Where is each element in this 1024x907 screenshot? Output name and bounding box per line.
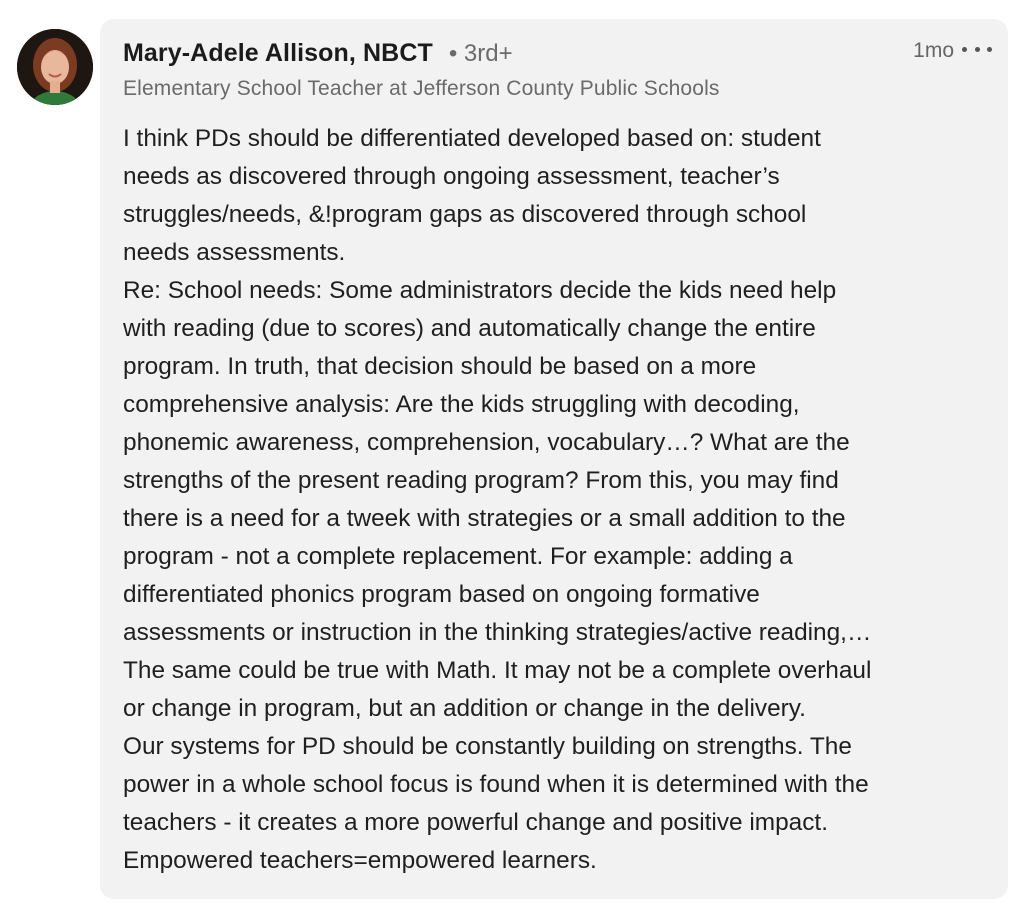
- comment-line: assessments or instruction in the thinking strategies/active reading,…: [123, 619, 872, 646]
- author-headline: Elementary School Teacher at Jefferson County Public Schools: [123, 77, 720, 100]
- ellipsis-icon[interactable]: [962, 37, 992, 61]
- comment-timestamp: 1mo: [913, 39, 954, 62]
- profile-photo-icon: [17, 29, 93, 105]
- comment-line: differentiated phonics program based on ongoing formative: [123, 581, 760, 608]
- avatar[interactable]: [17, 29, 93, 105]
- comment-line: Re: School needs: Some administrators decide the kids need help: [123, 277, 837, 304]
- connection-degree: • 3rd+: [448, 40, 513, 67]
- dot-icon: [975, 47, 980, 52]
- comment-line: I think PDs should be differentiated developed based on: student: [123, 125, 821, 152]
- comment-card: [100, 19, 1008, 899]
- dot-icon: [962, 47, 967, 52]
- comment-line: with reading (due to scores) and automatically change the entire: [123, 315, 816, 342]
- comment-line: power in a whole school focus is found when it is determined with the: [123, 771, 869, 798]
- dot-icon: [987, 47, 992, 52]
- comment-text: [123, 120, 1003, 880]
- comment-line: Our systems for PD should be constantly building on strengths. The: [123, 733, 852, 760]
- comment-line: teachers - it creates a more powerful change and positive impact.: [123, 809, 828, 836]
- comment-header: [123, 39, 513, 68]
- comment-line: needs assessments.: [123, 239, 346, 266]
- comment-line: strengths of the present reading program? From this, you may find: [123, 467, 839, 494]
- author-name[interactable]: Mary-Adele Allison, NBCT: [123, 39, 433, 67]
- comment-line: struggles/needs, &!program gaps as discovered through school: [123, 201, 807, 228]
- comment-line: The same could be true with Math. It may not be a complete overhaul: [123, 657, 872, 684]
- comment-line: program - not a complete replacement. For example: adding a: [123, 543, 793, 570]
- comment-line: program. In truth, that decision should be based on a more: [123, 353, 757, 380]
- comment-line: there is a need for a tweek with strategies or a small addition to the: [123, 505, 846, 532]
- comment-line: Empowered teachers=empowered learners.: [123, 847, 597, 874]
- comment-line: phonemic awareness, comprehension, vocabulary…? What are the: [123, 429, 850, 456]
- comment-line: comprehensive analysis: Are the kids struggling with decoding,: [123, 391, 800, 418]
- comment-line: or change in program, but an addition or change in the delivery.: [123, 695, 806, 722]
- comment-line: needs as discovered through ongoing assessment, teacher’s: [123, 163, 780, 190]
